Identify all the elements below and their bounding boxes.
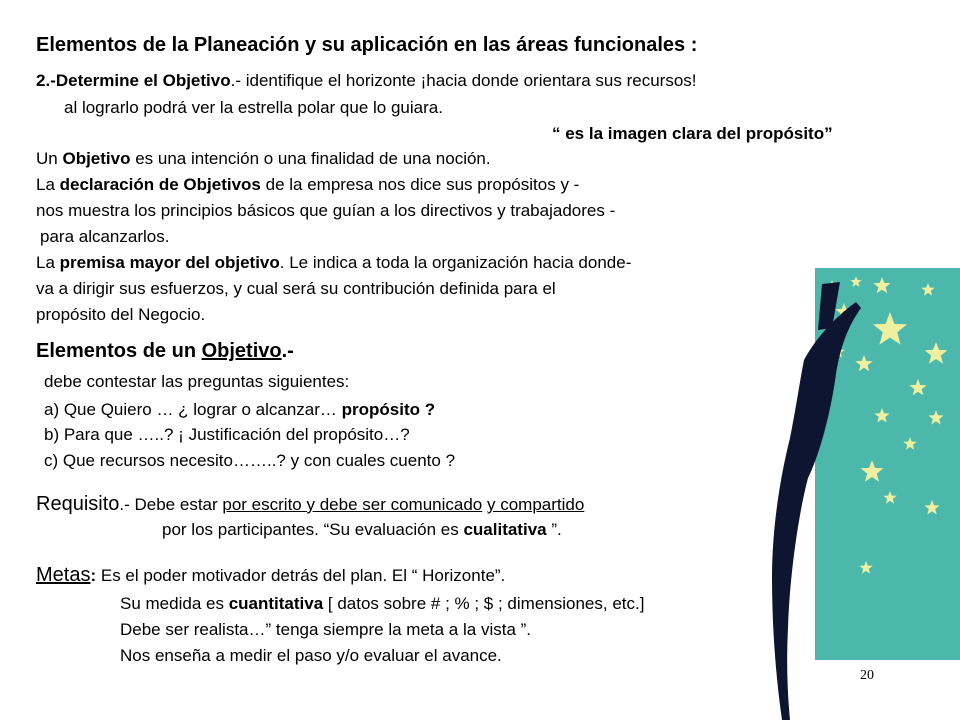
metas-line-3: Debe ser realista…” tenga siempre la meta a la vista ”.	[120, 620, 532, 639]
metas-line2-post: [ datos sobre # ; % ; $ ; dimensiones, etc.]	[323, 594, 645, 613]
question-c: c) Que recursos necesito……..? y con cuales cuento ?	[44, 451, 456, 470]
elementos-heading	[36, 341, 294, 361]
step-line	[36, 71, 697, 91]
elementos-heading-underlined: Objetivo	[201, 340, 282, 362]
metas-line-4: Nos enseña a medir el paso y/o evaluar el avance.	[120, 646, 502, 665]
requisito-line2-pre: por los participantes. “Su evaluación es	[162, 520, 464, 539]
para3-line-2: va a dirigir sus esfuerzos, y cual será su contribución definida para el	[36, 279, 556, 298]
para1-pre: Un	[36, 149, 63, 168]
requisito-line	[36, 494, 584, 515]
para1-line	[36, 149, 491, 169]
question-a	[44, 400, 435, 420]
slide-title: Elementos de la Planeación y su aplicación en las áreas funcionales :	[36, 34, 698, 56]
para2-bold: declaración de Objetivos	[59, 175, 261, 194]
metas-label: Metas	[36, 564, 91, 586]
elementos-heading-pre: Elementos de un	[36, 340, 202, 362]
question-b: b) Para que …..? ¡ Justificación del propósito…?	[44, 425, 410, 444]
para3-post: . Le indica a toda la organización hacia donde-	[279, 253, 632, 272]
elementos-intro: debe contestar las preguntas siguientes:	[44, 372, 350, 391]
para2-line-3: para alcanzarlos.	[40, 227, 170, 246]
para1-post: es una intención o una finalidad de una noción.	[130, 149, 491, 168]
page-number: 20	[860, 668, 874, 683]
metas-line	[36, 565, 505, 586]
requisito-pre: .- Debe estar	[119, 495, 223, 514]
metas-line2-bold: cuantitativa	[228, 594, 324, 613]
step-line-2: al lograrlo podrá ver la estrella polar que lo guiara.	[64, 98, 443, 117]
para3-bold: premisa mayor del objetivo	[59, 253, 280, 272]
reaching-for-stars-illustration	[760, 268, 960, 720]
metas-text: Es el poder motivador detrás del plan. El “ Horizonte”.	[96, 566, 506, 585]
requisito-line-2	[162, 520, 562, 540]
requisito-line2-post: ”.	[546, 520, 562, 539]
requisito-line2-bold: cualitativa	[463, 520, 547, 539]
para3-pre: La	[36, 253, 60, 272]
metas-line2-pre: Su medida es	[120, 594, 229, 613]
question-a-text: a) Que Quiero … ¿ lograr o alcanzar…	[44, 400, 342, 419]
requisito-label: Requisito	[36, 493, 120, 515]
para3-line-3: propósito del Negocio.	[36, 305, 206, 324]
question-a-bold: propósito ?	[341, 400, 436, 419]
metas-line-2	[120, 594, 644, 614]
para2-line-2: nos muestra los principios básicos que guían a los directivos y trabajadores -	[36, 201, 616, 220]
para2-pre: La	[36, 175, 60, 194]
step-text: .- identifique el horizonte ¡hacia donde orientara sus recursos!	[230, 71, 697, 90]
para3-line	[36, 253, 631, 273]
step-quote: “ es la imagen clara del propósito”	[552, 124, 833, 143]
requisito-underline-1: por escrito y debe ser comunicado	[222, 495, 483, 514]
para1-bold: Objetivo	[62, 149, 131, 168]
step-label: 2.-Determine el Objetivo	[36, 71, 231, 90]
metas-colon: :	[90, 566, 97, 585]
para2-post: de la empresa nos dice sus propósitos y -	[260, 175, 580, 194]
requisito-underline-2: y compartido	[486, 495, 585, 514]
elementos-heading-post: .-	[281, 340, 294, 362]
para2-line	[36, 175, 579, 195]
